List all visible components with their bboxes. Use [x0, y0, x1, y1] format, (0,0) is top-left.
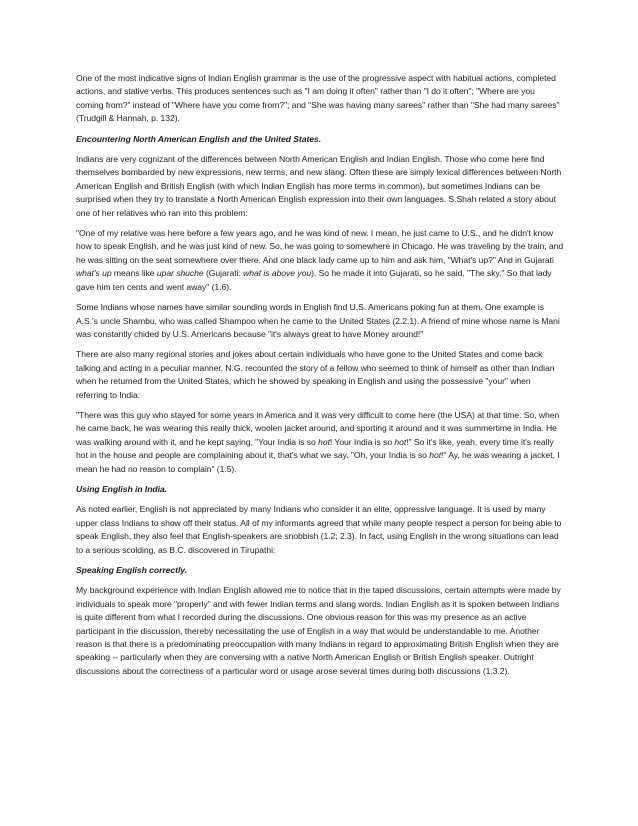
paragraph-regional-stories: There are also many regional stories and jokes about certain individuals who have gone to the United States and come back talking and acting in a peculiar manner. N.G. recounted the story of a fellow who seemed to think of himself as other than Indian when he returned from the United States, which he showed by speaking in English and using the possessive "your" when referring to India:: [76, 349, 555, 400]
quote-whats-up-story: "One of my relative was here before a few years ago, and he was kind of new. I mean, he just came to U.S., and he didn't know how to speak English, and he was just kind of new. So, he was going to somewhere in Chicago. He was traveling by the train, and he was sitting on the seat somewhere over there. And one black lady came up to him and ask him, "What's up?" And in Gujarati what's up means like upar shuche (Gujarati: what is above you). So he made it into Gujarati, so he said, "The sky." So that lady gave him ten cents and went away" (1.6).: [76, 228, 564, 292]
paragraph-similar-sounding-names: Some Indians whose names have similar sounding words in English find U.S. Americans poking fun at them. One example is A.S.'s uncle Shambu, who was called Shampoo when he came to the United States (2.2.1). A friend of mine whose name is Mani was constantly chided by U.S. Americans because "it's always great to have Money around!": [76, 302, 560, 339]
heading-encountering-north-american-english: Encountering North American English and the United States.: [76, 133, 322, 144]
paragraph-english-not-appreciated: As noted earlier, English is not appreciated by many Indians who consider it an elite, oppressive language. It is used by many upper class Indians to show off their status. All of my informants agreed that while many people respect a person for being able to speak English, they also feel that English-speakers are snobbish (1.2; 2.3). In fact, using English in the wrong situations can lead to a serious scolding, as B.C. discovered in Tirupathi:: [76, 504, 562, 555]
quote-your-india-is-so-hot: "There was this guy who stayed for some years in America and it was very difficult to come here (the USA) at that time. So, when he came back, he was wearing this really thick, woolen jacket around, and sporting it around and it was summertime in India. He was walking around with it, and he kept saying, "Your India is so hot! Your India is so hot!" So it's like, yeah, every time it's really hot in the house and people are complaining about it, that's what we say. "Oh, your India is so hot!" Ay, he was wearing a jacket, I mean he had no reason to complain" (1.5).: [76, 409, 560, 474]
paragraph-progressive-aspect: One of the most indicative signs of Indian English grammar is the use of the progressive aspect with habitual actions, completed actions, and stative verbs. This produces sentences such as "I am doing it often" rather than "I do it often"; "Where are you coming from?" instead of "Where have you come from?"; and "She was having many sarees" rather than "She had many sarees" (Trudgill & Hannah, p. 132).: [76, 73, 560, 124]
heading-using-english-in-india: Using English in India.: [76, 483, 167, 494]
paragraph-cognizant-differences: Indians are very cognizant of the differences between North American English and Indian English. Those who come here find themselves bombarded by new expressions, new terms, and new slang. Often these are simply lexical differences between North American English and British English (with which Indian English has more terms in common), but sometimes Indians can be surprised when they try to translate a North American English expression into their own languages. S.Shah related a story about one of her relatives who ran into this problem:: [76, 154, 562, 218]
paragraph-background-experience: My background experience with Indian English allowed me to notice that in the taped discussions, certain attempts were made by individuals to speak more "properly" and with fewer Indian terms and slang words. Indian English as it is spoken between Indians is quite different from what I recorded during the discussions. One obvious reason for this was my presence as an active participant in the discussion, thereby necessitating the use of English in a way that would be understandable to me. Another reason is that there is a predominating preoccupation with many Indians in regard to approximating British English when they are speaking -- particularly when they are conversing with a native North American English or British English speaker. Outright discussions about the correctness of a particular word or usage arose several times during both discussions (1.3.2).: [76, 585, 561, 676]
heading-speaking-english-correctly: Speaking English correctly.: [76, 565, 188, 575]
document-page: [76, 72, 564, 685]
